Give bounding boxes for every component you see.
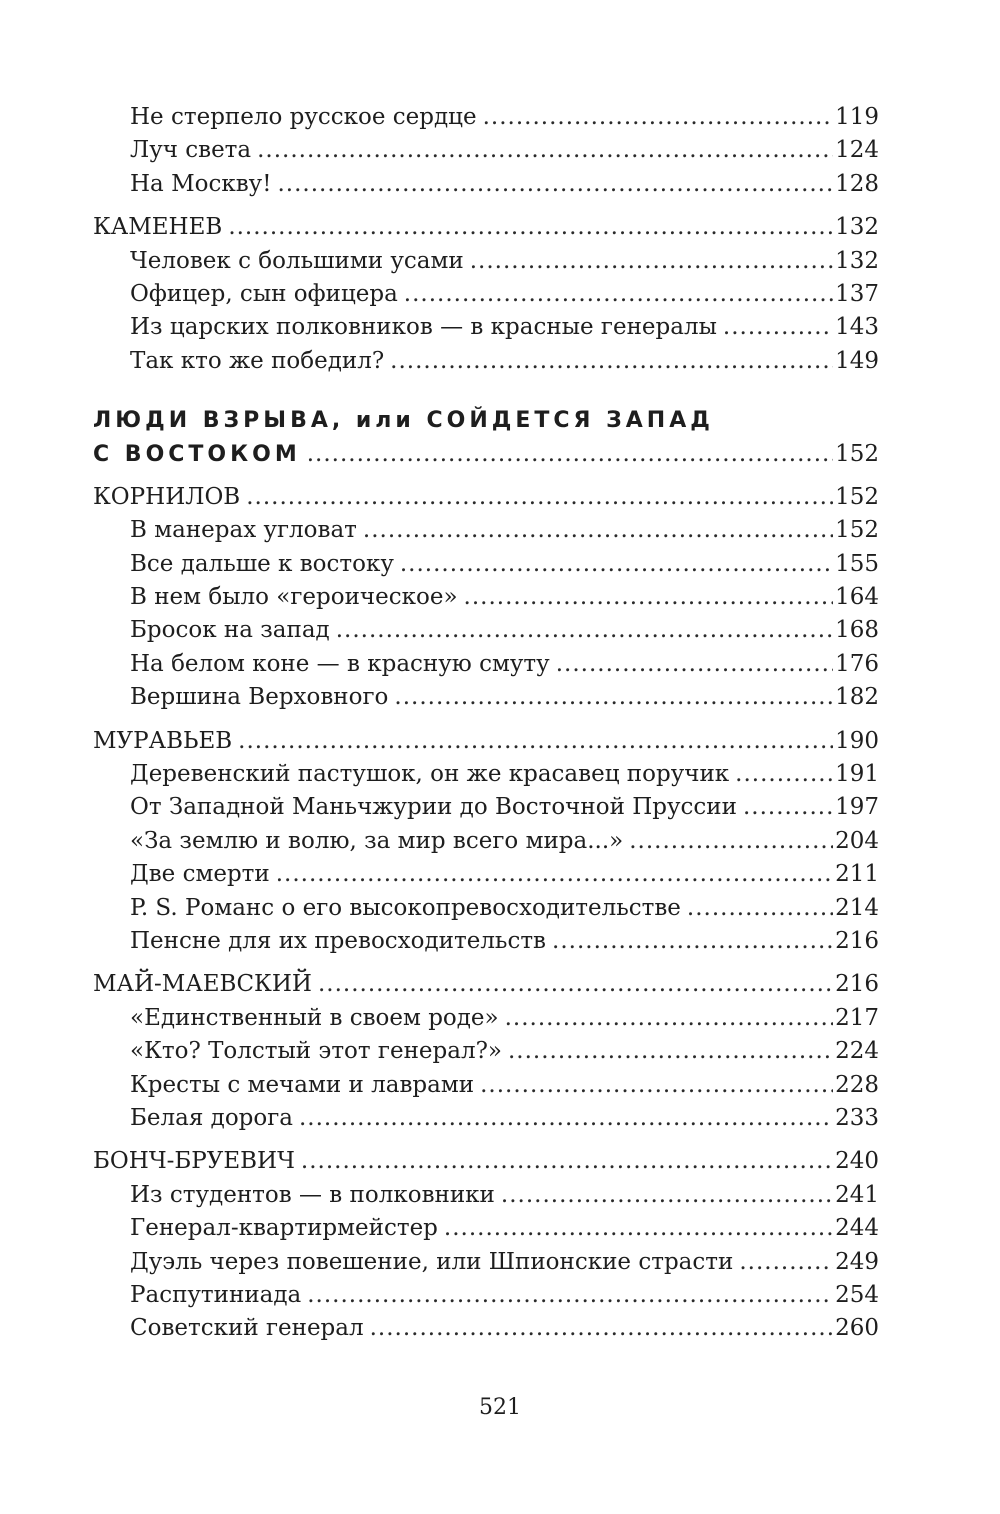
toc-entry <box>93 1035 879 1068</box>
toc-entry <box>93 825 879 858</box>
dot-leader <box>307 1279 833 1312</box>
chapter-heading-may-mayevsky <box>93 968 879 1001</box>
dot-leader <box>336 614 833 647</box>
toc-entry <box>93 345 879 378</box>
dot-leader <box>735 758 833 791</box>
chapter-page: 190 <box>835 727 879 754</box>
toc-entry <box>93 134 879 167</box>
entry-page: 152 <box>835 517 879 544</box>
dot-leader <box>400 548 833 581</box>
toc-entry <box>93 892 879 925</box>
toc-entry <box>93 168 879 201</box>
entry-title: Офицер, сын офицера <box>130 280 398 307</box>
dot-leader <box>238 725 833 758</box>
entry-page: 128 <box>835 170 879 197</box>
entry-title: P. S. Романс о его высокопревосходительстве <box>130 894 681 921</box>
entry-title: Не стерпело русское сердце <box>130 104 477 130</box>
entry-title: В нем было «героическое» <box>130 584 458 611</box>
toc-entry <box>93 245 879 278</box>
toc-entry <box>93 1002 879 1035</box>
toc-entry <box>93 648 879 681</box>
chapter-title: КОРНИЛОВ <box>93 483 241 510</box>
entry-page: 137 <box>835 280 879 307</box>
toc-entry <box>93 1312 879 1345</box>
toc-entry <box>93 278 879 311</box>
entry-title: Распутиниада <box>130 1281 302 1308</box>
chapter-heading-kamenev <box>93 211 879 244</box>
entry-page: 204 <box>835 827 879 854</box>
entry-title: Человек с большими усами <box>130 247 464 274</box>
chapter-heading-kornilov <box>93 481 879 514</box>
table-of-contents <box>93 101 879 1346</box>
toc-entry <box>93 791 879 824</box>
dot-leader <box>228 211 833 244</box>
dot-leader <box>277 168 833 201</box>
entry-title: Советский генерал <box>130 1315 364 1342</box>
dot-leader <box>363 514 833 547</box>
entry-title: Так кто же победил? <box>130 347 385 374</box>
entry-page: 197 <box>835 794 879 821</box>
entry-title: «Единственный в своем роде» <box>130 1004 499 1031</box>
dot-leader <box>739 1246 833 1279</box>
chapter-page: 240 <box>835 1148 879 1175</box>
toc-entry <box>93 1069 879 1102</box>
entry-title: Бросок на запад <box>130 617 330 644</box>
dot-leader <box>743 791 833 824</box>
entry-page: 217 <box>835 1004 879 1031</box>
entry-title: «Кто? Толстый этот генерал?» <box>130 1038 502 1065</box>
entry-title: Вершина Верховного <box>130 684 389 711</box>
dot-leader <box>318 968 833 1001</box>
entry-page: 241 <box>835 1181 879 1208</box>
entry-page: 214 <box>835 894 879 921</box>
entry-page: 228 <box>835 1071 879 1098</box>
toc-entry <box>93 311 879 344</box>
part-page: 152 <box>835 440 879 467</box>
dot-leader <box>552 925 833 958</box>
page-number: 521 <box>479 1395 521 1420</box>
dot-leader <box>556 648 833 681</box>
entry-title: Кресты с мечами и лаврами <box>130 1071 475 1098</box>
entry-page: 164 <box>835 584 879 611</box>
entry-title: Деревенский пастушок, он же красавец поручик <box>130 761 730 788</box>
dot-leader <box>404 278 833 311</box>
entry-title: Луч света <box>130 137 252 164</box>
entry-page: 224 <box>835 1038 879 1065</box>
dot-leader <box>394 681 833 714</box>
entry-title: Дуэль через повешение, или Шпионские страсти <box>130 1248 734 1275</box>
dot-leader <box>370 1312 833 1345</box>
dot-leader <box>508 1035 833 1068</box>
dot-leader <box>470 245 833 278</box>
toc-entry <box>93 101 879 134</box>
entry-page: 132 <box>835 247 879 274</box>
entry-page: 233 <box>835 1104 879 1131</box>
toc-entry <box>93 681 879 714</box>
part-heading <box>93 404 879 471</box>
toc-entry <box>93 1212 879 1245</box>
entry-page: 254 <box>835 1281 879 1308</box>
dot-leader <box>483 101 833 134</box>
toc-entry <box>93 858 879 891</box>
dot-leader <box>390 345 833 378</box>
entry-title: В манерах угловат <box>130 517 357 544</box>
chapter-title: МУРАВЬЕВ <box>93 727 233 754</box>
chapter-title: БОНЧ-БРУЕВИЧ <box>93 1148 295 1175</box>
toc-entry <box>93 1279 879 1312</box>
part-title-line1: ЛЮДИ ВЗРЫВА, или СОЙДЕТСЯ ЗАПАД <box>93 408 714 434</box>
entry-title: «За землю и волю, за мир всего мира...» <box>130 827 624 854</box>
entry-page: 168 <box>835 617 879 644</box>
entry-page: 182 <box>835 684 879 711</box>
dot-leader <box>501 1179 833 1212</box>
entry-page: 249 <box>835 1248 879 1275</box>
entry-page: 143 <box>835 314 879 341</box>
chapter-page: 216 <box>835 971 879 998</box>
dot-leader <box>257 134 833 167</box>
dot-leader <box>505 1002 833 1035</box>
chapter-title: МАЙ-МАЕВСКИЙ <box>93 971 312 998</box>
dot-leader <box>307 438 833 471</box>
chapter-heading-muravyev <box>93 725 879 758</box>
dot-leader <box>629 825 833 858</box>
entry-title: Две смерти <box>130 861 270 888</box>
chapter-title: КАМЕНЕВ <box>93 214 223 241</box>
entry-page: 119 <box>835 104 879 130</box>
entry-title: Генерал-квартирмейстер <box>130 1215 438 1242</box>
entry-page: 260 <box>835 1315 879 1342</box>
toc-entry <box>93 758 879 791</box>
toc-entry <box>93 614 879 647</box>
part-title-line2: С ВОСТОКОМ <box>93 441 301 467</box>
dot-leader <box>723 311 833 344</box>
entry-title: Пенсне для их превосходительств <box>130 927 547 954</box>
dot-leader <box>444 1212 833 1245</box>
dot-leader <box>299 1102 833 1135</box>
toc-entry <box>93 1246 879 1279</box>
toc-entry <box>93 1179 879 1212</box>
toc-entry <box>93 581 879 614</box>
entry-page: 211 <box>835 861 879 888</box>
entry-page: 216 <box>835 927 879 954</box>
dot-leader <box>687 892 833 925</box>
entry-page: 244 <box>835 1215 879 1242</box>
chapter-heading-bonch-bruevich <box>93 1145 879 1178</box>
entry-page: 124 <box>835 137 879 164</box>
entry-title: На Москву! <box>130 170 272 197</box>
entry-title: От Западной Маньчжурии до Восточной Пруссии <box>130 794 737 821</box>
dot-leader <box>246 481 833 514</box>
entry-title: Из студентов — в полковники <box>130 1181 495 1208</box>
entry-title: Все дальше к востоку <box>130 550 394 577</box>
entry-page: 155 <box>835 550 879 577</box>
toc-entry <box>93 514 879 547</box>
entry-title: Из царских полковников — в красные генералы <box>130 314 717 341</box>
toc-entry <box>93 1102 879 1135</box>
part-title-line2-row <box>93 438 879 471</box>
dot-leader <box>464 581 833 614</box>
entry-page: 191 <box>835 761 879 788</box>
entry-title: Белая дорога <box>130 1104 293 1131</box>
chapter-page: 132 <box>835 214 879 241</box>
toc-entry <box>93 548 879 581</box>
chapter-page: 152 <box>835 483 879 510</box>
dot-leader <box>480 1069 833 1102</box>
toc-entry <box>93 925 879 958</box>
dot-leader <box>276 858 833 891</box>
dot-leader <box>301 1145 833 1178</box>
entry-page: 176 <box>835 650 879 677</box>
entry-title: На белом коне — в красную смуту <box>130 650 550 677</box>
entry-page: 149 <box>835 347 879 374</box>
